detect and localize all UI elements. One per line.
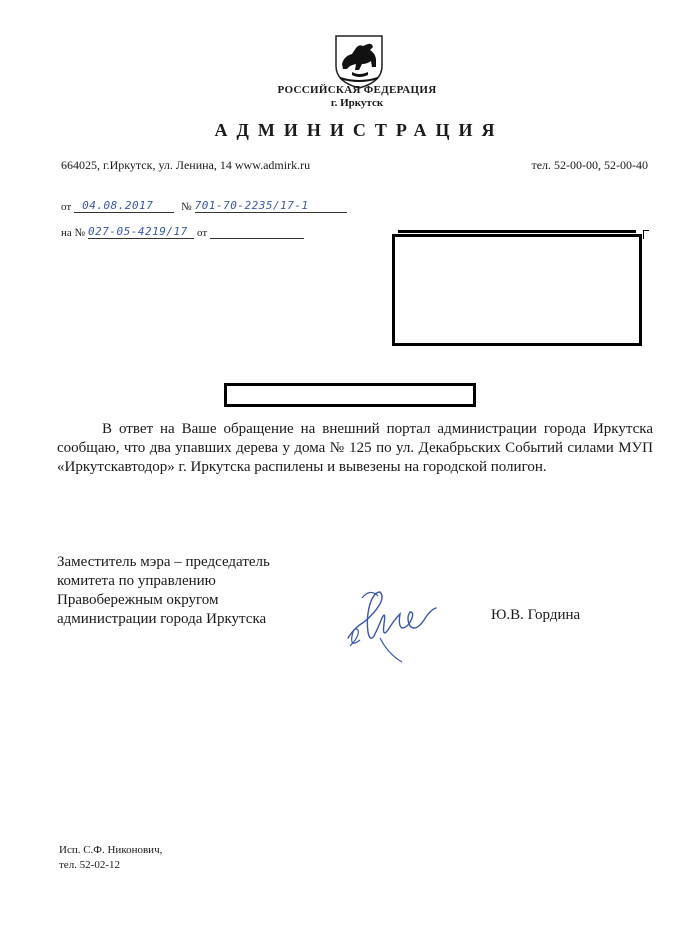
address-line: 664025, г.Иркутск, ул. Ленина, 14 www.admirk.ru [61,158,311,172]
body-paragraph: В ответ на Ваше обращение на внешний портал администрации города Иркутска сообщаю, что два упавших дерева у дома № 125 по ул. Декабрьских Событий силами МУП «Иркутскавтодор» г. Иркутска распилены и вывезены на городской полигон. [57,421,653,475]
phone-line: тел. 52-00-00, 52-00-40 [531,158,648,172]
on-label: на № [61,227,86,239]
registration-from-row [61,199,347,213]
header-country: РОССИЙСКАЯ ФЕДЕРАЦИЯ [277,84,437,96]
header-title: АДМИНИСТРАЦИЯ [214,120,504,140]
from-label: от [61,201,72,213]
executor-name: Исп. С.Ф. Никонович, [59,844,163,856]
position-line-1: Заместитель мэра – председатель [57,554,270,570]
outgoing-number: 701-70-2235/17-1 [195,199,347,213]
salutation-redaction-box [224,383,476,407]
from-date: 04.08.2017 [74,199,174,213]
handwritten-signature [340,578,450,668]
position-line-4: администрации города Иркутска [57,611,267,627]
irkutsk-coat-of-arms-icon [332,34,386,90]
header-city: г. Иркутск [330,97,384,109]
position-line-3: Правобережным округом [57,592,219,608]
registration-on-row [61,225,304,239]
executor-phone: тел. 52-02-12 [59,859,121,871]
on-from-label: от [197,227,208,239]
incoming-date [210,226,304,239]
recipient-corner-mark [643,230,649,239]
signatory-position [57,553,270,629]
executor-info [59,843,162,873]
signatory-name: Ю.В. Гордина [491,607,581,623]
position-line-2: комитета по управлению [57,573,216,589]
number-label: № [181,201,192,213]
incoming-number: 027-05-4219/17 [88,225,194,239]
recipient-redaction-box [392,234,642,346]
